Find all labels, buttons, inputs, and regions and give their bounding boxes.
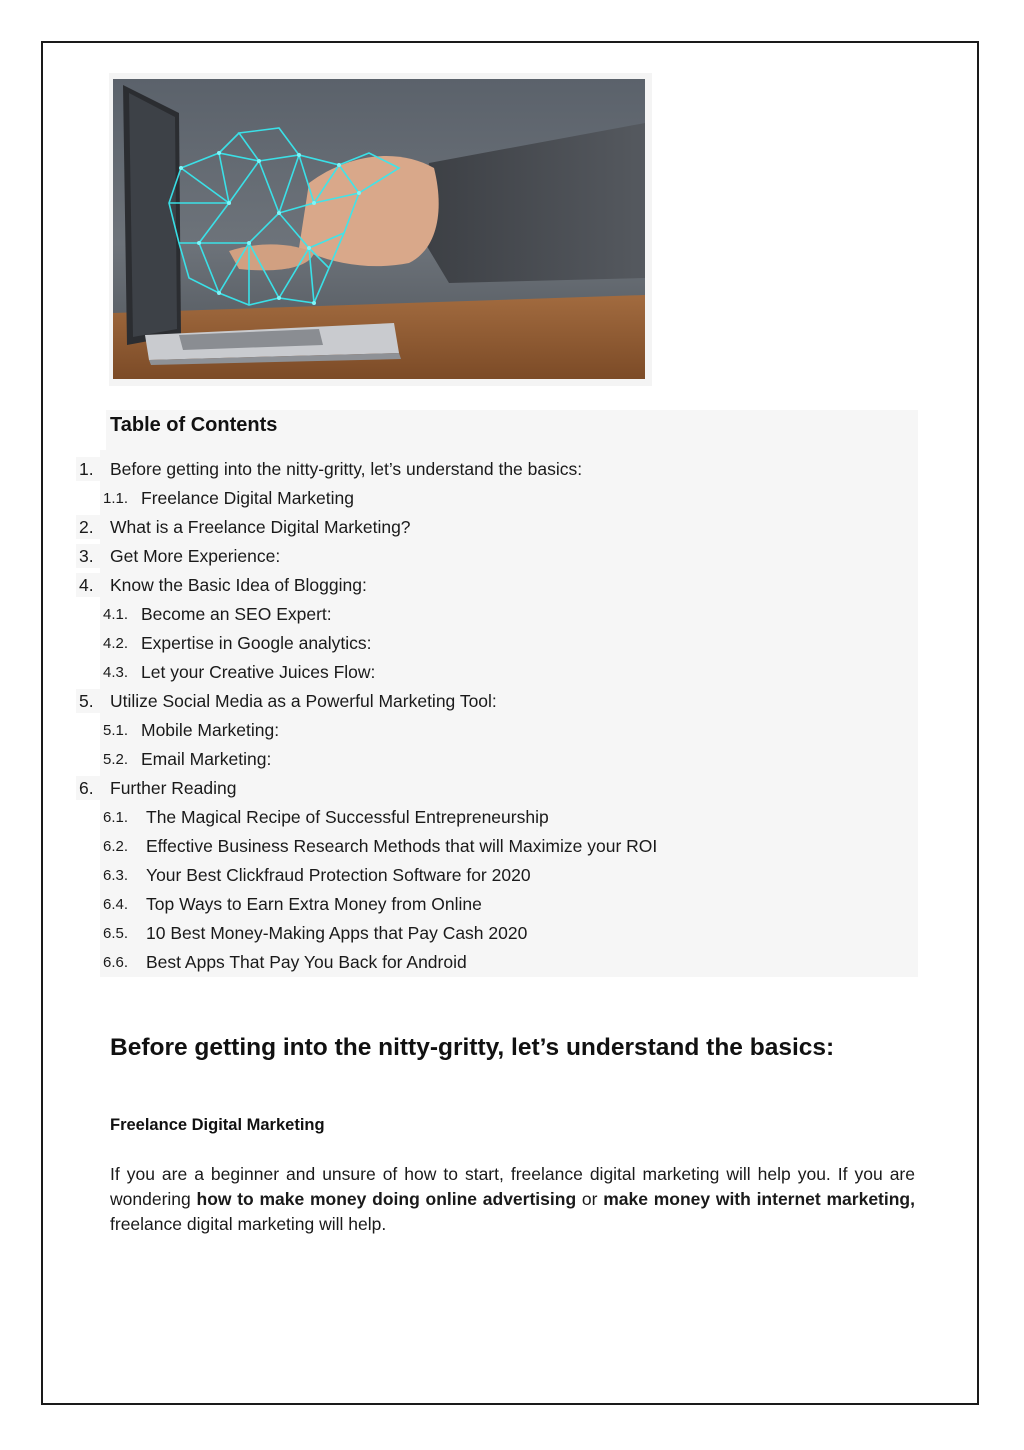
toc-item-number: 6. (79, 778, 94, 798)
toc-item-label[interactable]: Freelance Digital Marketing (141, 488, 355, 508)
toc-item-label[interactable]: The Magical Recipe of Successful Entrepreneurship (146, 807, 549, 827)
toc-item-label[interactable]: Know the Basic Idea of Blogging: (110, 575, 367, 595)
toc-item-label[interactable]: Utilize Social Media as a Powerful Marketing Tool: (110, 691, 497, 711)
toc-item-number: 6.6. (103, 954, 129, 971)
paragraph-text: freelance digital marketing will help. (110, 1214, 387, 1234)
toc-item-label[interactable]: Let your Creative Juices Flow: (141, 662, 376, 682)
toc-item-label[interactable]: Become an SEO Expert: (141, 604, 332, 624)
toc-item-label[interactable]: Mobile Marketing: (141, 720, 280, 740)
section-heading: Before getting into the nitty-gritty, let’s understand the basics: (110, 1034, 835, 1061)
toc-item-label[interactable]: Expertise in Google analytics: (141, 633, 372, 653)
toc-item-number: 4.3. (103, 664, 129, 681)
toc-item-label[interactable]: Get More Experience: (110, 546, 281, 566)
toc-item-number: 4.2. (103, 635, 129, 652)
toc-item-number: 1. (79, 459, 94, 479)
section-subheading: Freelance Digital Marketing (110, 1116, 325, 1134)
toc-item-number: 5.1. (103, 722, 129, 739)
paragraph-bold-link[interactable]: make money with internet marketing, (603, 1189, 915, 1209)
hero-image (109, 73, 652, 386)
toc-item-number: 5. (79, 691, 94, 711)
digital-handshake-laptop-image (109, 73, 652, 386)
paragraph-bold-link[interactable]: how to make money doing online advertising (196, 1189, 577, 1209)
toc-title-gap (100, 410, 106, 450)
paragraph-text: If you are a beginner and unsure of how to start, freelance digital marketing will help you. If you are wondering (110, 1164, 915, 1209)
toc-item-label[interactable]: Email Marketing: (141, 749, 272, 769)
toc-item-number: 6.4. (103, 896, 129, 913)
toc-item-label[interactable]: Your Best Clickfraud Protection Software for 2020 (146, 865, 531, 885)
toc-item-label[interactable]: Effective Business Research Methods that will Maximize your ROI (146, 836, 658, 856)
toc-item-label[interactable]: Before getting into the nitty-gritty, let’s understand the basics: (110, 459, 583, 479)
toc-item-label[interactable]: Best Apps That Pay You Back for Android (146, 952, 467, 972)
toc-item-label[interactable]: What is a Freelance Digital Marketing? (110, 517, 411, 537)
toc-title: Table of Contents (110, 414, 278, 436)
paragraph-text: or (576, 1189, 604, 1209)
toc-item-number: 3. (79, 546, 94, 566)
toc-item-number: 6.1. (103, 809, 129, 826)
section-paragraph (110, 1162, 915, 1237)
toc-item-number: 5.2. (103, 751, 129, 768)
toc-item-label[interactable]: Top Ways to Earn Extra Money from Online (146, 894, 482, 914)
toc-item-number: 4. (79, 575, 94, 595)
toc-item-label[interactable]: Further Reading (110, 778, 237, 798)
toc-item-number: 6.2. (103, 838, 129, 855)
toc-item-number: 2. (79, 517, 94, 537)
toc-item-number: 6.5. (103, 925, 129, 942)
toc-item-number: 6.3. (103, 867, 129, 884)
toc-item-number: 1.1. (103, 490, 129, 507)
toc-item-number: 4.1. (103, 606, 129, 623)
toc-item-label[interactable]: 10 Best Money-Making Apps that Pay Cash 2020 (146, 923, 528, 943)
